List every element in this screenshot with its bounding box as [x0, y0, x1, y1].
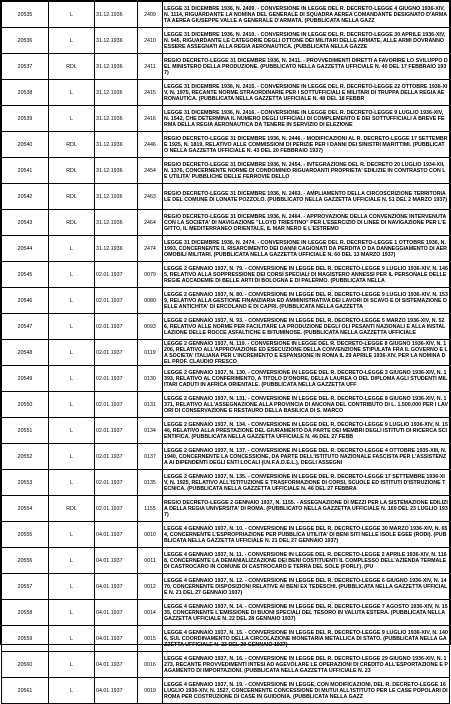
- act-date-cell: 04.01.1937: [95, 600, 138, 626]
- act-description-cell: LEGGE 2 GENNAIO 1937, N. 135. - CONVERSIONE IN LEGGE DEL R. DECRETO-LEGGE 17 SETTEMBRE 1936-XIV, N. 1925, RELATIVO ALL'ISTITUZIONE E TRASFORMAZIONE DI CORSI, SCUOLE ED ISTITUTI D'ISTRUZIONE TECNICA. (PUBBLICATA NELLA GAZZETTA UFFICIALE N. 46 DEL 27 FEBBRA: [163, 470, 450, 496]
- act-number-cell: 20535: [2, 2, 49, 28]
- table-row: [2, 28, 450, 54]
- act-code-cell: 2454: [138, 158, 163, 184]
- act-date-cell: 02.01.1937: [95, 418, 138, 444]
- act-type-cell: L: [49, 418, 95, 444]
- act-number-cell: 20545: [2, 262, 49, 288]
- act-number-cell: 20537: [2, 54, 49, 80]
- act-type-cell: L: [49, 80, 95, 106]
- act-number-cell: 20556: [2, 548, 49, 574]
- act-code-cell: 0080: [138, 288, 163, 314]
- table-row: [2, 366, 450, 392]
- act-type-cell: RDL: [49, 132, 95, 158]
- table-row: [2, 236, 450, 262]
- act-number-cell: 20547: [2, 314, 49, 340]
- table-row: [2, 392, 450, 418]
- table-row: [2, 652, 450, 678]
- act-code-cell: 2410: [138, 28, 163, 54]
- table-row: [2, 288, 450, 314]
- act-date-cell: 04.01.1937: [95, 652, 138, 678]
- act-code-cell: 2464: [138, 210, 163, 236]
- table-row: [2, 574, 450, 600]
- act-type-cell: L: [49, 236, 95, 262]
- act-number-cell: 20549: [2, 366, 49, 392]
- act-date-cell: 02.01.1937: [95, 444, 138, 470]
- table-row: [2, 80, 450, 106]
- act-number-cell: 20541: [2, 158, 49, 184]
- table-row: [2, 548, 450, 574]
- act-date-cell: 31.12.1936: [95, 80, 138, 106]
- act-number-cell: 20558: [2, 600, 49, 626]
- act-date-cell: 04.01.1937: [95, 522, 138, 548]
- act-description-cell: LEGGE 4 GENNAIO 1937, N. 12. - CONVERSIONE IN LEGGE DEL R. DECRETO-LEGGE 6 GIUGNO 1936-XIV, N. 1470, CONCERNENTE DISPOSIZIONI RELATIVE AI BENI EX TEDESCHI. (PUBBLICATA NELLA GAZZETTA UFFICIALE N. 21 DEL 27 GENNAIO 1937): [163, 574, 450, 600]
- table-row: [2, 106, 450, 132]
- act-type-cell: RDL: [49, 496, 95, 522]
- act-date-cell: 31.12.1936: [95, 106, 138, 132]
- act-type-cell: RDL: [49, 158, 95, 184]
- act-date-cell: 04.01.1937: [95, 678, 138, 704]
- act-date-cell: 02.01.1937: [95, 262, 138, 288]
- act-code-cell: 0137: [138, 444, 163, 470]
- act-number-cell: 20539: [2, 106, 49, 132]
- act-number-cell: 20552: [2, 444, 49, 470]
- act-date-cell: 31.12.1936: [95, 236, 138, 262]
- table-row: [2, 184, 450, 210]
- act-code-cell: 0010: [138, 522, 163, 548]
- act-description-cell: REGIO DECRETO-LEGGE 31 DICEMBRE 1936, N. 2464. - APPROVAZIONE DELLA CONVENZIONE INTERVENUTA CON LA SOCIETA' DI NAVIGAZIONE "LLOYD TRIESTINO" PER L'ESERCIZIO DI LINEE DI NAVIGAZIONE PER L'EGITTO, IL MEDITERRANEO ORIENTALE, IL MAR NERO E L'ESTREMO: [163, 210, 450, 236]
- act-code-cell: 0134: [138, 418, 163, 444]
- act-type-cell: L: [49, 28, 95, 54]
- act-description-cell: REGIO DECRETO-LEGGE 31 DICEMBRE 1936, N. 2454. - INTEGRAZIONE DEL R. DECRETO 20 LUGLIO 1934-XII, N. 1376, CONCERNENTE NORME DI CONDOMINIO RIGUARDANTI PROPRIETA' EDILIZIE IN CONTRASTO CON LE UTILITA' PUBBLICHE DELLE FERROVIE DELLO: [163, 158, 450, 184]
- act-type-cell: L: [49, 470, 95, 496]
- act-number-cell: 20540: [2, 132, 49, 158]
- act-type-cell: L: [49, 340, 95, 366]
- act-number-cell: 20546: [2, 288, 49, 314]
- act-description-cell: LEGGE 31 DICEMBRE 1936, N. 2409. - CONVERSIONE IN LEGGE DEL R. DECRETO-LEGGE 4 GIUGNO 1936-XIV, N. 1114, RIGUARDANTE LA NOMINA DEL GENERALE DI SQUADRA AEREA COMANDANTE DESIGNATO D'ARMATA AEREA GIUSEPPE VALLE A GENERALE D'ARMATA. (PUBBLICATA NELLA GAZZ: [163, 2, 450, 28]
- act-date-cell: 04.01.1937: [95, 574, 138, 600]
- act-code-cell: 0016: [138, 652, 163, 678]
- act-date-cell: 02.01.1937: [95, 340, 138, 366]
- act-description-cell: LEGGE 2 GENNAIO 1937, N. 119. - CONVERSIONE IN LEGGE DEL R. DECRETO-LEGGE 8 GIUGNO 1936-XIV, N. 1206, RELATIVO ALL'APPROVAZIONE ED ESECUZIONE DELLA CONVENZIONE STIPULATA FRA IL GOVERNO E LA SOCIETA' ITALIANA PER L'INCREMENTO E ESPANSIONE IN ROMA IL 29 APRILE 1936-XIV, PER LA NOMINA DEL PROF. CLAUDIO FRESCO: [164, 340, 448, 365]
- act-description-cell: LEGGE 31 DICEMBRE 1936, N. 2416. - CONVERSIONE IN LEGGE DEL R. DECRETO-LEGGE 9 LUGLIO 1936-XIV, N. 1542, CHE DETERMINA IL NUMERO DEGLI UFFICIALI DI COMPLEMENTO E DEI SOTTUFFICIALI A BREVE FERMA DELLA REGIA AERONAUTICA DA TENERE IN SERVIZIO DI ELEZIONE: [163, 106, 450, 132]
- act-date-cell: 02.01.1937: [95, 496, 138, 522]
- act-description-cell: LEGGE 4 GENNAIO 1937, N. 10. - CONVERSIONE IN LEGGE DEL R. DECRETO-LEGGE 30 MARZO 1936-XIV, N. 654, CONCERNENTE L'ESPROPRIAZIONE PER PUBBLICA UTILITA' DI BENI SITI NELLE ISOLE EGEE (RODI). (PUBBLICATA NELLA GAZZETTA UFFICIALE N. 21 DEL 27 GENNAIO 1937): [163, 522, 450, 548]
- act-number-cell: 20538: [2, 80, 49, 106]
- act-type-cell: L: [49, 288, 95, 314]
- act-number-cell: 20551: [2, 418, 49, 444]
- act-description-cell: LEGGE 4 GENNAIO 1937, N. 16. - CONVERSIONE IN LEGGE DEL R. DECRETO-LEGGE 29 GIUGNO 1936-XIV, N. 1273, RECANTE PROVVEDIMENTI INTESI AD AGEVOLARE LE OPERAZIONI DI CREDITO ALL'ESPORTAZIONE E PAGAMENTO DI IMPORTAZIONI. (PUBBLICATA NELLA GAZZETTA UFFICIALE N. 23: [163, 652, 450, 678]
- act-date-cell: 02.01.1937: [95, 314, 138, 340]
- act-type-cell: L: [49, 366, 95, 392]
- act-date-cell: 31.12.1936: [95, 184, 138, 210]
- act-description-cell: LEGGE 2 GENNAIO 1937, N. 137. - CONVERSIONE IN LEGGE DEL R. DECRETO-LEGGE 4 OTTOBRE 1935-XIII, N. 1940, CONCERNENTE LA CONCESSIONE, DA PARTE DELL'ISTITUTO NAZIONALE FASCISTA PER L'ASSISTENZA AI DIPENDENTI DEGLI ENTI LOCALI (I.N.F.A.D.E.L.), DEGLI ASSEGNI: [163, 444, 450, 470]
- act-type-cell: L: [49, 314, 95, 340]
- act-number-cell: 20559: [2, 626, 49, 652]
- act-type-cell: L: [49, 106, 95, 132]
- table-row: [2, 600, 450, 626]
- act-type-cell: L: [49, 444, 95, 470]
- act-description-cell: REGIO DECRETO-LEGGE 31 DICEMBRE 1936, N. 2463. - AMPLIAMENTO DELLA CIRCOSCRIZIONE TERRITORIALE DEL COMUNE DI LONATE POZZOLO. (PUBBLICATO NELLA GAZZETTA UFFICIALE N. 51 DEL 2 MARZO 1937): [163, 184, 450, 210]
- table-row: [2, 54, 450, 80]
- act-code-cell: 0015: [138, 626, 163, 652]
- act-date-cell: 31.12.1936: [95, 2, 138, 28]
- act-number-cell: 20536: [2, 28, 49, 54]
- table-row: [2, 522, 450, 548]
- table-row: [2, 444, 450, 470]
- act-type-cell: L: [49, 626, 95, 652]
- act-code-cell: 0012: [138, 574, 163, 600]
- act-type-cell: L: [49, 2, 95, 28]
- act-description-cell: LEGGE 31 DICEMBRE 1936, N. 2410. - CONVERSIONE IN LEGGE DEL R. DECRETO-LEGGE 30 APRILE 1936-XIV, N. 945, RIGUARDANTE LE CATEGORIE DEGLI OTTONE DEI MILITARI DELLE ARMATE, ALLE ARMI DOVRANNO ESSERE ASSEGNATI ALLA REGIA AERONAUTICA. (PUBBLICATA NELLA GAZZE: [163, 28, 450, 54]
- act-type-cell: L: [49, 522, 95, 548]
- act-code-cell: 0019: [138, 678, 163, 704]
- act-code-cell: 2411: [138, 54, 163, 80]
- act-number-cell: 20554: [2, 496, 49, 522]
- act-number-cell: 20548: [2, 340, 49, 366]
- act-code-cell: 0135: [138, 470, 163, 496]
- act-type-cell: RDL: [49, 210, 95, 236]
- act-date-cell: 02.01.1937: [95, 392, 138, 418]
- table-row: [2, 132, 450, 158]
- table-row: [2, 2, 450, 28]
- act-description-cell: LEGGE 4 GENNAIO 1937, N. 14. - CONVERSIONE IN LEGGE DEL R. DECRETO-LEGGE 7 AGOSTO 1936-XIV, N. 1535, CONCERNENTE L'EMISSIONE DI BUONI SPECIALI DEL TESORO IN VALUTA ESTERA. (PUBBLICATA NELLA GAZZETTA UFFICIALE N. 22 DEL 28 GENNAIO 1937): [163, 600, 450, 626]
- act-description-cell: LEGGE 2 GENNAIO 1937, N. 130. - CONVERSIONE IN LEGGE DEL R. DECRETO-LEGGE 3 GIUGNO 1936-XIV, N. 1393, RELATIVO AL CONFERIMENTO, A TITOLO D'ONORE, DELLA LAUREA O DEL DIPLOMA AGLI STUDENTI MILITARI CADUTI IN AFRICA ORIENTALE. (PUBBLICATA NELLA GAZZETTA UFF: [163, 366, 450, 392]
- act-description-cell: LEGGE 31 DICEMBRE 1936, N. 2474. - CONVERSIONE IN LEGGE DEL R. DECRETO-LEGGE 1 OTTOBRE 1936, N. 1993, CONCERNENTE IL RISARCIMENTO DEI DANNI CAGIONATI DA PERDITA O DA DANNEGGIAMENTO DI AEROMOBILI MILITARI. (PUBBLICATA NELLA GAZZETTA UFFICIALE N. 60 DEL 13 MARZO 1937): [163, 236, 450, 262]
- act-code-cell: 0011: [138, 548, 163, 574]
- act-description-cell: LEGGE 2 GENNAIO 1937, N. 79. - CONVERSIONE IN LEGGE DEL R. DECRETO-LEGGE 9 LUGLIO 1936-XIV, N. 1465, RELATIVO ALLA SOPPRESSIONE DEI CORSI SPECIALI DI MAGISTERO ANNESSI PER IL PERSONALE DELLE REGIE ACCADEMIE DI BELLE ARTI DI BOLOGNA E DI PALERMO. (PUBBLICATA NELLA: [163, 262, 450, 288]
- act-number-cell: 20553: [2, 470, 49, 496]
- table-row: [2, 626, 450, 652]
- act-description-cell: REGIO DECRETO-LEGGE 31 DICEMBRE 1936, N. 2411. - PROVVEDIMENTI DIRETTI A FAVORIRE LO SVILUPPO DEL MINISTERO DELLA PRODUZIONE. (PUBBLICATO NELLA GAZZETTA UFFICIALE N. 40 DEL 17 FEBBRAIO 1937): [163, 54, 450, 80]
- register-rows: [2, 2, 450, 704]
- act-description-cell: LEGGE 31 DICEMBRE 1936, N. 2415. - CONVERSIONE IN LEGGE DEL R. DECRETO-LEGGE 22 OTTOBRE 1936-XIV, N. 1975, RECANTE NORME STRAORDINARIE PER I SOTTUFFICIALI E MILITARI DI TRUPPA DELLA REGIA AERONAUTICA. (PUBBLICATA NELLA GAZZETTA UFFICIALE N. 48 DEL 18 FEBBR: [163, 80, 450, 106]
- table-row: [2, 418, 450, 444]
- act-description-cell: LEGGE 2 GENNAIO 1937, N. 131. - CONVERSIONE IN LEGGE DEL R. DECRETO-LEGGE 8 GIUGNO 1936-XIV, N. 1371, RELATIVO ALL'ASSEGNAZIONE ALLA PROVINCIA DI ANCONA DEL CONTRIBUTO DI L. 1.500.000 PER I LAVORI DI CONSERVAZIONE E RESTAURO DELLA BASILICA DI S. MARCO: [163, 392, 450, 418]
- act-date-cell: 02.01.1937: [95, 470, 138, 496]
- act-code-cell: 1155: [138, 496, 163, 522]
- act-description-cell: REGIO DECRETO-LEGGE 2 GENNAIO 1937, N. 1155. - ASSEGNAZIONE DI MEZZI PER LA SISTEMAZIONE EDILIZIA DELLA REGIA UNIVERSITA' DI ROMA. (PUBBLICATO NELLA GAZZETTA UFFICIALE N. 169 DEL 23 LUGLIO 1937): [163, 496, 450, 522]
- act-number-cell: 20544: [2, 236, 49, 262]
- act-date-cell: 31.12.1936: [95, 28, 138, 54]
- act-date-cell: 31.12.1936: [95, 158, 138, 184]
- act-number-cell: 20555: [2, 522, 49, 548]
- act-code-cell: 0014: [138, 600, 163, 626]
- act-description-cell: LEGGE 4 GENNAIO 1937, N. 11. - CONVERSIONE IN LEGGE DEL R. DECRETO-LEGGE 2 APRILE 1936-XIV, N. 1168, CONCERNENTE LA DEMANIALIZZAZIONE DEI BENI COSTITUENTI IL COMPLESSO DELL'AZIENDA TERMALE DI CASTROCARO IN COMUNE DI CASTROCARO E TERRA DEL SOLE (FORLI'). (PU: [163, 548, 450, 574]
- act-code-cell: 0093: [138, 314, 163, 340]
- table-row: [2, 496, 450, 522]
- act-number-cell: 20542: [2, 184, 49, 210]
- act-number-cell: 20561: [2, 678, 49, 704]
- act-description-cell: LEGGE 4 GENNAIO 1937, N. 19. - CONVERSIONE IN LEGGE, CON MODIFICAZIONI, DEL R. DECRETO-LEGGE 16 LUGLIO 1936-XIV, N. 1527, CONCERNENTE CONCESSIONE DI MUTUI ALL'ISTITUTO PER LE CASE POPOLARI DI ROMA PER COSTRUZIONE DI CASE IN GUIDONIA. (PUBBLICATA NELLA GAZZ: [163, 678, 450, 704]
- act-code-cell: 2446: [138, 132, 163, 158]
- act-date-cell: 04.01.1937: [95, 548, 138, 574]
- table-row: [2, 262, 450, 288]
- act-number-cell: 20550: [2, 392, 49, 418]
- act-code-cell: 0130: [138, 366, 163, 392]
- table-row: [2, 678, 450, 704]
- act-code-cell: 0131: [138, 392, 163, 418]
- act-description-cell: LEGGE 4 GENNAIO 1937, N. 15. - CONVERSIONE IN LEGGE DEL R. DECRETO-LEGGE 9 LUGLIO 1936-XIV, N. 1406, SUL COORDINAMENTO DELLA CIRCOLAZIONE MONETARIA METALLICA DI STATO. (PUBBLICATA NELLA GAZZETTA UFFICIALE N. 23 DEL 29 GENNAIO 1937): [163, 626, 450, 652]
- act-description-cell: LEGGE 2 GENNAIO 1937, N. 134. - CONVERSIONE IN LEGGE DEL R. DECRETO-LEGGE 9 LUGLIO 1936-XIV, N. 1546, RELATIVO ALLA PRESTAZIONE DEL GIURAMENTO DA PARTE DEI MEMBRI DEGLI ISTITUTI DI RICERCA SCIENTIFICA. (PUBBLICATA NELLA GAZZETTA UFFICIALE N. 46 DEL 27 FEBB: [163, 418, 450, 444]
- act-code-cell: 2415: [138, 80, 163, 106]
- act-description-cell: REGIO DECRETO-LEGGE 31 DICEMBRE 1936, N. 2446. - MODIFICAZIONI AL R. DECRETO-LEGGE 17 SETTEMBRE 1925, N. 1819, RELATIVO ALLE COMMISSIONI DI PERIZIE PER I DANNI DEI SINISTRI MARITTIMI. (PUBBLICATO NELLA GAZZETTA UFFICIALE N. 43 DEL 20 FEBBRAIO 1937): [163, 132, 450, 158]
- act-description-cell: LEGGE 2 GENNAIO 1937, N. 93. - CONVERSIONE IN LEGGE DEL R. DECRETO-LEGGE 5 MARZO 1936-XIV, N. 526, RELATIVO ALLE NORME PER FACILITARE LA PRODUZIONE DEGLI OLI PESANTI NAZIONALI E ALLA INSTALLAZIONE DELLE ROCCE ASFALTICHE E BITUMINOSE. (PUBBLICATA NELLA GAZZETTA UFFICIALE: [163, 314, 450, 340]
- act-date-cell: 02.01.1937: [95, 288, 138, 314]
- act-type-cell: L: [49, 262, 95, 288]
- act-date-cell: 31.12.1936: [95, 210, 138, 236]
- table-row: [2, 314, 450, 340]
- act-type-cell: RDL: [49, 54, 95, 80]
- act-type-cell: L: [49, 652, 95, 678]
- act-number-cell: 20543: [2, 210, 49, 236]
- legislation-register-table: [1, 1, 450, 704]
- act-code-cell: 0079: [138, 262, 163, 288]
- act-date-cell: 31.12.1936: [95, 132, 138, 158]
- table-row: [2, 158, 450, 184]
- act-type-cell: L: [49, 392, 95, 418]
- table-row: [2, 340, 450, 366]
- act-type-cell: L: [49, 548, 95, 574]
- act-date-cell: 31.12.1936: [95, 54, 138, 80]
- act-code-cell: 2416: [138, 106, 163, 132]
- act-type-cell: L: [49, 600, 95, 626]
- act-description-cell: LEGGE 2 GENNAIO 1937, N. 80. - CONVERSIONE IN LEGGE DEL R. DECRETO-LEGGE 9 LUGLIO 1936-XIV, N. 1539, RELATIVO ALLA GESTIONE FINANZIARIA ED AMMINISTRATIVA DEI LAVORI DI SCAVO E DI SISTEMAZIONE DELLE ANTICHITA' DI ERCOLANO E DI CAPRI. (PUBBLICATA NELLA GAZZETTA: [163, 288, 450, 314]
- act-code-cell: 0119: [138, 340, 163, 366]
- act-type-cell: L: [49, 678, 95, 704]
- table-row: [2, 470, 450, 496]
- act-code-cell: 2409: [138, 2, 163, 28]
- act-date-cell: 04.01.1937: [95, 626, 138, 652]
- act-date-cell: 02.01.1937: [95, 366, 138, 392]
- act-type-cell: L: [49, 574, 95, 600]
- act-number-cell: 20557: [2, 574, 49, 600]
- table-row: [2, 210, 450, 236]
- act-code-cell: 2474: [138, 236, 163, 262]
- act-type-cell: RDL: [49, 184, 95, 210]
- act-number-cell: 20560: [2, 652, 49, 678]
- act-code-cell: 2463: [138, 184, 163, 210]
